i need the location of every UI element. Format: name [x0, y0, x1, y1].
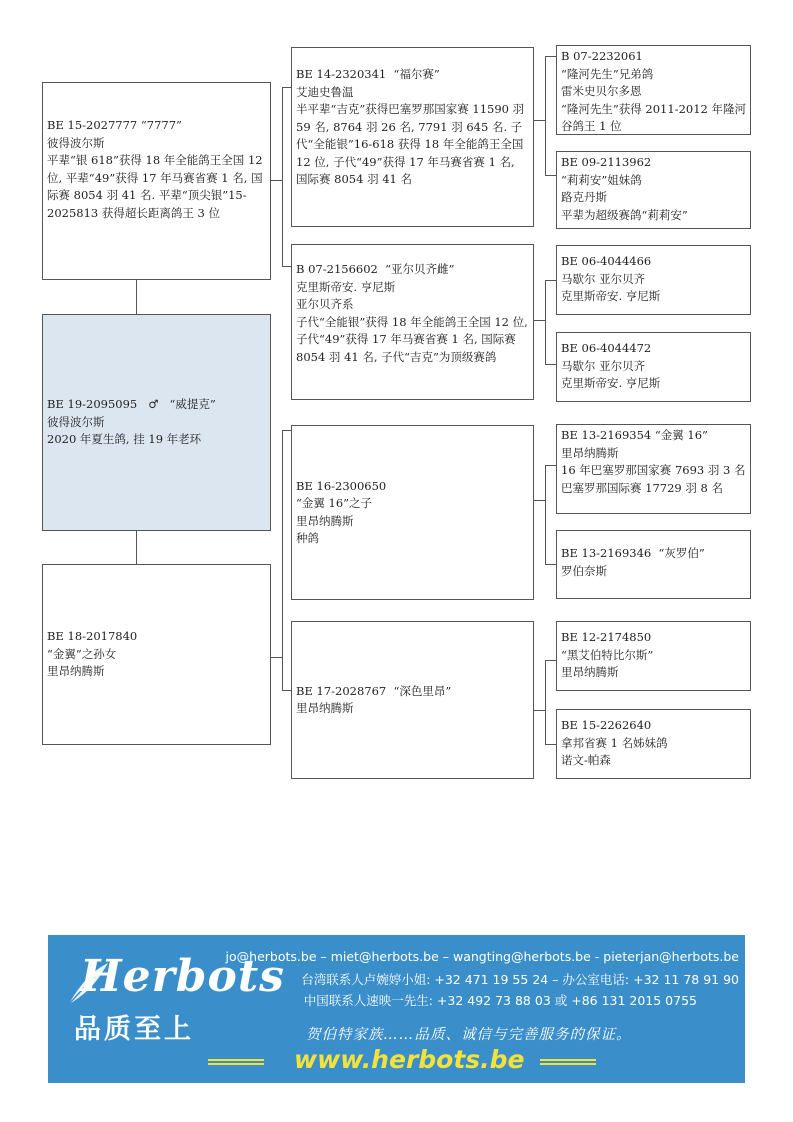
sire-sire-card — [291, 47, 534, 227]
description: “隆河先生”兄弟鸽 — [561, 66, 654, 81]
description: 2020 年夏生鸽, 挂 19 年老环 — [47, 432, 202, 447]
ssd-card — [556, 151, 751, 229]
connector — [282, 430, 283, 691]
connector — [545, 56, 546, 176]
brand-logo: Herbots — [80, 951, 285, 1002]
breeder: 里昂纳腾斯 — [296, 701, 354, 715]
note: 巴塞罗那国际赛 17729 羽 8 名 — [561, 480, 724, 495]
china-contact: 中国联系人速映一先生: +32 492 73 88 03 或 +86 131 2015 0755 — [303, 993, 697, 1008]
description: “莉莉安”姐妹鸽 — [561, 172, 642, 187]
sds-card — [556, 245, 751, 315]
sire-dam-card — [291, 244, 534, 400]
subject-card — [42, 314, 271, 531]
ring-number: BE 06-4044466 — [561, 254, 652, 268]
note: 种鸽 — [296, 531, 319, 545]
connector — [545, 280, 546, 365]
decorative-stripes — [540, 1059, 596, 1067]
taiwan-contact: 台湾联系人卢婉婷小姐: +32 471 19 55 24 – 办公室电话: +32 11 78 91 90 — [301, 972, 739, 987]
note: 16 年巴塞罗那国家赛 7693 羽 3 名 — [561, 463, 746, 477]
description: “金翼”之孙女 — [47, 646, 117, 661]
decorative-stripes — [208, 1059, 264, 1067]
website-link[interactable]: www.herbots.be — [294, 1045, 525, 1074]
ring-number: BE 14-2320341 “福尔赛” — [296, 67, 440, 81]
ddd-card — [556, 709, 751, 779]
connector — [533, 320, 545, 321]
description: 半平辈“吉克”获得巴塞罗那国家赛 11590 羽 59 名, 8764 羽 26 名, 7791 羽 645 名. 子代“全能银”16-618 获得 18 年全能鸽王全国 12 位, 子代“49”获得 17 年马赛省赛 1 名, 国际赛 8054 羽 41 名 — [296, 102, 528, 186]
breeder: 路克丹斯 — [561, 190, 607, 204]
email-line[interactable]: jo@herbots.be – miet@herbots.be – wangting@herbots.be - pieterjan@herbots.be — [225, 949, 739, 964]
ring-number: BE 15-2027777 “7777” — [47, 118, 182, 132]
ring-number: BE 09-2113962 — [561, 155, 652, 169]
ring-number: BE 19-2095095 ♂ “威提克” — [47, 397, 216, 412]
breeder: 彼得波尔斯 — [47, 135, 105, 150]
ring-number: BE 06-4044472 — [561, 341, 652, 355]
breeder: 克里斯帝安. 亨尼斯 — [296, 279, 396, 294]
ring-number: BE 13-2169354 “金翼 16” — [561, 428, 708, 442]
breeder: 里昂纳腾斯 — [561, 665, 619, 679]
connector — [136, 279, 137, 315]
connector — [270, 657, 282, 658]
dss-card — [556, 424, 751, 514]
breeder: 里昂纳腾斯 — [296, 513, 354, 528]
breeder: 里昂纳腾斯 — [47, 664, 105, 679]
ring-number: B 07-2232061 — [561, 49, 643, 63]
connector — [533, 500, 545, 501]
ring-number: BE 18-2017840 — [47, 629, 138, 644]
ring-number: BE 15-2262640 — [561, 718, 652, 732]
ring-number: BE 17-2028767 “深色里昂” — [296, 683, 452, 698]
sss-card — [556, 45, 751, 135]
sire-card — [42, 82, 271, 280]
description: 拿邦省赛 1 名姊妹鸽 — [561, 735, 668, 750]
ring-number: B 07-2156602 “亚尔贝齐雌” — [296, 262, 455, 276]
dds-card — [556, 621, 751, 691]
ring-number: BE 13-2169346 “灰罗伯” — [561, 546, 705, 560]
note: “隆河先生”获得 2011-2012 年隆河谷鸽王 1 位 — [561, 101, 746, 133]
connector — [533, 120, 545, 121]
note: 平辈为超级赛鸽“莉莉安” — [561, 207, 688, 222]
breeder: 克里斯帝安. 亨尼斯 — [561, 289, 661, 303]
description: 子代“全能银”获得 18 年全能鸽王全国 12 位, 子代“49”获得 17 年马赛省赛 1 名, 国际赛 8054 羽 41 名, 子代“吉克”为顶级赛鸽 — [296, 314, 532, 364]
dam-dam-card — [291, 621, 534, 779]
connector — [545, 660, 546, 745]
breeder: 雷米史贝尔多恩 — [561, 84, 642, 98]
breeder: 罗伯奈斯 — [561, 563, 607, 578]
tagline: 贺伯特家族……品质、诚信与完善服务的保证。 — [306, 1027, 632, 1043]
dsd-card — [556, 530, 751, 599]
description: “金翼 16”之子 — [296, 496, 373, 510]
ring-number: BE 16-2300650 — [296, 478, 387, 493]
breeder: 克里斯帝安. 亨尼斯 — [561, 376, 661, 390]
dam-sire-card — [291, 425, 534, 600]
dam-card — [42, 564, 271, 745]
breeder: 里昂纳腾斯 — [561, 445, 619, 460]
connector — [545, 465, 546, 565]
description: 平辈“银 618”获得 18 年全能鸽王全国 12 位, 平辈“49”获得 17 年马赛省赛 1 名, 国际赛 8054 羽 41 名. 平辈“顶尖银”15-2025813 获得超长距离鸽王 3 位 — [47, 153, 267, 220]
connector — [136, 530, 137, 565]
breeder: 彼得波尔斯 — [47, 414, 105, 429]
strain: 马歇尔 亚尔贝齐 — [561, 358, 646, 373]
description: “黑艾伯特比尔斯” — [561, 647, 654, 662]
strain: 亚尔贝齐系 — [296, 297, 354, 311]
slogan: 品质至上 — [74, 1014, 194, 1045]
footer-banner — [48, 935, 745, 1083]
connector — [270, 180, 282, 181]
sdd-card — [556, 332, 751, 402]
breeder: 艾迪史鲁温 — [296, 84, 354, 99]
connector — [533, 710, 545, 711]
breeder: 诺文-帕森 — [561, 753, 611, 767]
connector — [282, 87, 283, 267]
strain: 马歇尔 亚尔贝齐 — [561, 271, 646, 286]
ring-number: BE 12-2174850 — [561, 630, 652, 644]
